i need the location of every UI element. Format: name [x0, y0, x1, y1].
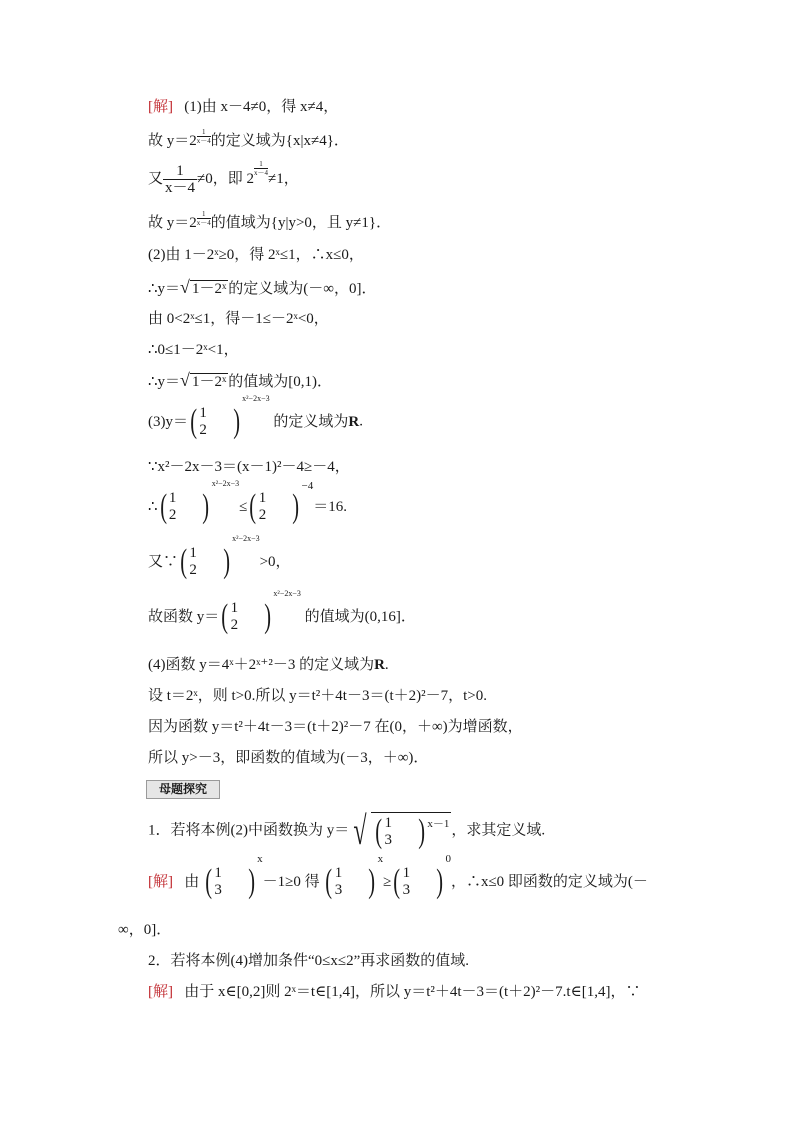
question-1: 1．若将本例(2)中函数换为 y＝ √ ( 1 3 ) $^{x-1}$ ，求其定义域.: [148, 807, 546, 853]
line-6: ∴y＝√ 1－2ˣ 的定义域为(－∞，0]．: [148, 277, 377, 297]
line-15: (4)函数 y＝4ˣ＋2ˣ⁺²－3 的定义域为R.: [148, 657, 389, 673]
line-2: [148, 128, 349, 151]
line-7: 由 0<2ˣ≤1，得－1≤－2ˣ<0，: [148, 311, 329, 327]
answer-1: [解] 由 ( 1 3 )$^x$－1≥0 得 ( 1 3 )$^x$≥( 1 3 )$^0$，∴x≤0 即函数的定义域为(－: [148, 853, 648, 900]
text: 故 y＝2: [148, 133, 197, 149]
text: 的值域为{y|y>0，且 y≠1}．: [210, 215, 392, 231]
exp-fraction: $\frac{1}{x-4}$: [196, 210, 211, 227]
line-1: [148, 97, 338, 117]
section-banner: 母题探究: [146, 780, 220, 799]
text: ≠1，: [268, 170, 299, 187]
big-sqrt-icon: √: [353, 807, 367, 853]
sqrt-icon: √: [180, 370, 190, 390]
line-4: [148, 210, 392, 233]
line-11: ∵x²－2x－3＝(x－1)²－4≥－4，: [148, 459, 350, 475]
line-13: 又∵( 1 2 )$^{x^2-2x-3}$>0，: [148, 534, 291, 580]
sqrt-content: 1－2ˣ: [191, 374, 227, 390]
line-3: [148, 160, 299, 196]
jie-label: [解]: [148, 99, 173, 115]
line-10: (3)y＝( 1 2 )$^{x^2-2x-3}$ 的定义域为R.: [148, 394, 363, 440]
line-5: (2)由 1－2ˣ≥0，得 2ˣ≤1，∴x≤0，: [148, 247, 364, 263]
right-paren: ): [233, 403, 240, 440]
left-paren: (: [190, 403, 198, 440]
sqrt-content: 1－2ˣ: [191, 281, 227, 297]
question-2: 2．若将本例(4)增加条件“0≤x≤2”再求函数的值域.: [148, 953, 470, 969]
text: (1)由 x－4≠0，得 x≠4，: [184, 99, 339, 115]
line-14: 故函数 y＝( 1 2 )$^{x^2-2x-3}$ 的值域为(0,16]．: [148, 589, 416, 635]
half-fraction: 1 2: [199, 405, 207, 438]
line-16: 设 t＝2ˣ，则 t>0.所以 y＝t²＋4t－3＝(t＋2)²－7，t>0.: [148, 688, 487, 704]
text: ≠0，即 2: [197, 170, 255, 187]
line-8: ∴0≤1－2ˣ<1，: [148, 342, 239, 358]
text: 故 y＝2: [148, 215, 197, 231]
line-12: ∴( 1 2 )$^{x^2-2x-3}$≤( 1 2 )$^{-4}$＝16.: [148, 479, 347, 525]
exp-fraction: $\frac{1}{x-4}$: [254, 160, 269, 177]
line-18: 所以 y>－3，即函数的值域为(－3，＋∞)．: [148, 750, 429, 766]
line-9: ∴y＝√ 1－2ˣ 的值域为[0,1)．: [148, 370, 333, 390]
line-17: 因为函数 y＝t²＋4t－3＝(t＋2)²－7 在(0，＋∞)为增函数，: [148, 719, 523, 735]
fraction: $\frac{1}{x-4}$: [165, 163, 196, 196]
sqrt-icon: √: [180, 277, 190, 297]
answer-1-cont: ∞，0]．: [118, 922, 172, 938]
text: 的定义域为{x|x≠4}．: [210, 133, 349, 149]
exp-fraction: $\frac{1}{x-4}$: [196, 128, 211, 145]
answer-2: [解] 由于 x∈[0,2]则 2ˣ＝t∈[1,4]，所以 y＝t²＋4t－3＝(t＋2)²－7.t∈[1,4]，∵: [148, 984, 641, 1000]
text: 又: [148, 170, 164, 187]
